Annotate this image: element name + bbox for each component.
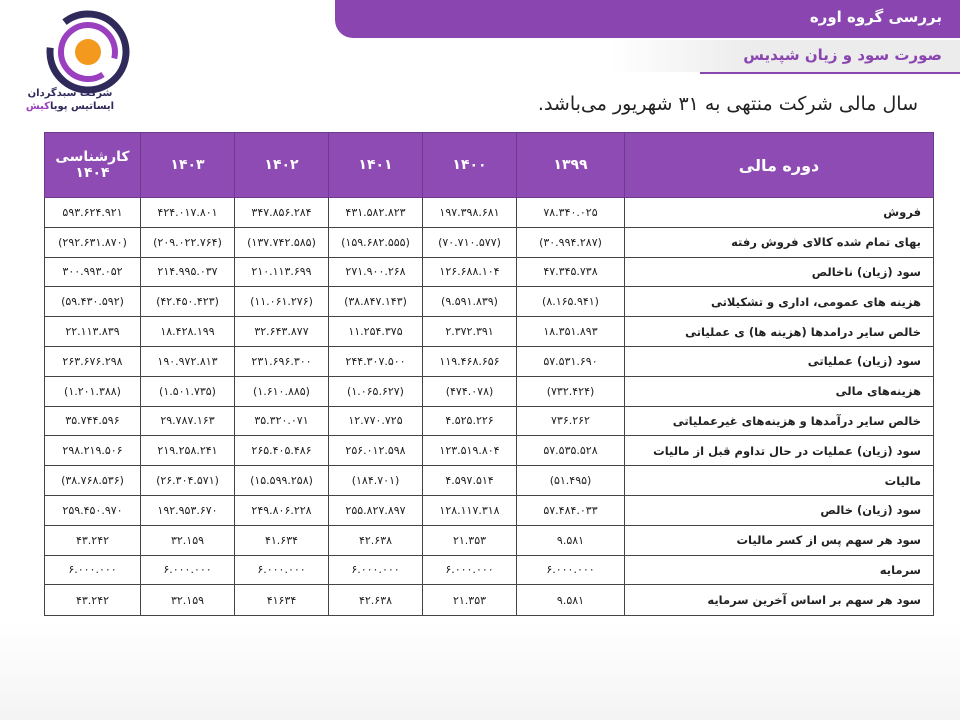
table-cell: ۲۴۹.۸۰۶.۲۲۸ bbox=[235, 495, 329, 525]
table-cell: (۹.۵۹۱.۸۳۹) bbox=[423, 287, 517, 317]
table-cell: ۵۷.۵۳۵.۵۲۸ bbox=[517, 436, 625, 466]
table-cell: ۴۷.۳۴۵.۷۳۸ bbox=[517, 257, 625, 287]
table-cell: (۵۹.۴۳۰.۵۹۲) bbox=[45, 287, 141, 317]
table-cell: ۲۵۶.۰۱۲.۵۹۸ bbox=[329, 436, 423, 466]
table-cell: (۷۳۲.۴۲۴) bbox=[517, 376, 625, 406]
row-label: سود (زیان) خالص bbox=[625, 495, 934, 525]
row-label: هزینه‌های مالی bbox=[625, 376, 934, 406]
table-cell: ۲۴۴.۳۰۷.۵۰۰ bbox=[329, 346, 423, 376]
table-cell: ۶.۰۰۰.۰۰۰ bbox=[329, 555, 423, 585]
table-cell: ۷۸.۳۴۰.۰۲۵ bbox=[517, 198, 625, 228]
table-cell: (۷۰.۷۱۰.۵۷۷) bbox=[423, 227, 517, 257]
table-cell: (۱۵.۵۹۹.۲۵۸) bbox=[235, 466, 329, 496]
table-cell: (۱۱.۰۶۱.۲۷۶) bbox=[235, 287, 329, 317]
table-cell: ۲۵۵.۸۲۷.۸۹۷ bbox=[329, 495, 423, 525]
group-title: بررسی گروه اوره bbox=[809, 8, 942, 26]
table-cell: ۱۲۶.۶۸۸.۱۰۴ bbox=[423, 257, 517, 287]
income-statement-table bbox=[44, 132, 934, 616]
table-cell: ۲۲.۱۱۳.۸۳۹ bbox=[45, 317, 141, 347]
logo-company-line2 bbox=[10, 101, 130, 112]
table-cell: (۱.۰۶۵.۶۲۷) bbox=[329, 376, 423, 406]
table-cell: (۲۶.۳۰۴.۵۷۱) bbox=[141, 466, 235, 496]
table-cell: ۱۸.۴۲۸.۱۹۹ bbox=[141, 317, 235, 347]
table-cell: (۳۰.۹۹۴.۲۸۷) bbox=[517, 227, 625, 257]
table-row bbox=[45, 346, 934, 376]
row-label: مالیات bbox=[625, 466, 934, 496]
logo-company-line1: شرکت سبدگردان bbox=[27, 88, 113, 99]
column-header: ۱۳۹۹ bbox=[517, 133, 625, 198]
table-row bbox=[45, 495, 934, 525]
table-cell: ۵۹۳.۶۲۴.۹۲۱ bbox=[45, 198, 141, 228]
table-cell: ۲۵۹.۴۵۰.۹۷۰ bbox=[45, 495, 141, 525]
table-cell: ۳۲.۱۵۹ bbox=[141, 585, 235, 616]
table-cell: ۲۳۱.۶۹۶.۳۰۰ bbox=[235, 346, 329, 376]
column-header: ۱۴۰۳ bbox=[141, 133, 235, 198]
table-cell: ۲۹۸.۲۱۹.۵۰۶ bbox=[45, 436, 141, 466]
row-label: سود (زیان) عملیاتی bbox=[625, 346, 934, 376]
table-cell: ۴۲.۶۳۸ bbox=[329, 585, 423, 616]
table-row bbox=[45, 376, 934, 406]
table-row bbox=[45, 525, 934, 555]
table-row bbox=[45, 406, 934, 436]
table-cell: (۱۸۴.۷۰۱) bbox=[329, 466, 423, 496]
table-cell: ۱۱۹.۴۶۸.۶۵۶ bbox=[423, 346, 517, 376]
table-cell: ۱۲۸.۱۱۷.۳۱۸ bbox=[423, 495, 517, 525]
column-header: کارشناسی ۱۴۰۴ bbox=[45, 133, 141, 198]
table-cell: ۴۱۶۳۴ bbox=[235, 585, 329, 616]
table-cell: ۲۶۳.۶۷۶.۲۹۸ bbox=[45, 346, 141, 376]
table-row bbox=[45, 555, 934, 585]
row-label: سود (زیان) عملیات در حال تداوم قبل از مالیات bbox=[625, 436, 934, 466]
table-cell: ۳۰۰.۹۹۳.۰۵۲ bbox=[45, 257, 141, 287]
table-cell: (۴۷۴.۰۷۸) bbox=[423, 376, 517, 406]
table-cell: (۲۰۹.۰۲۲.۷۶۴) bbox=[141, 227, 235, 257]
table-cell: ۲۱۹.۲۵۸.۲۴۱ bbox=[141, 436, 235, 466]
table-cell: (۳۸.۸۴۷.۱۴۳) bbox=[329, 287, 423, 317]
table-cell: ۲۱.۳۵۳ bbox=[423, 585, 517, 616]
table-cell: ۴.۵۹۷.۵۱۴ bbox=[423, 466, 517, 496]
table-cell: (۱.۲۰۱.۳۸۸) bbox=[45, 376, 141, 406]
column-header: ۱۴۰۰ bbox=[423, 133, 517, 198]
table-row bbox=[45, 198, 934, 228]
table-cell: ۱۱.۲۵۴.۳۷۵ bbox=[329, 317, 423, 347]
table-cell: ۳۲.۶۴۳.۸۷۷ bbox=[235, 317, 329, 347]
table-cell: (۵۱.۴۹۵) bbox=[517, 466, 625, 496]
table-cell: ۵۷.۴۸۴.۰۳۳ bbox=[517, 495, 625, 525]
table-cell: ۳۵.۳۲۰.۰۷۱ bbox=[235, 406, 329, 436]
table-cell: (۱۳۷.۷۴۲.۵۸۵) bbox=[235, 227, 329, 257]
table-cell: (۳۸.۷۶۸.۵۳۶) bbox=[45, 466, 141, 496]
table-cell: ۴۱.۶۳۴ bbox=[235, 525, 329, 555]
table-row bbox=[45, 287, 934, 317]
table-cell: ۶.۰۰۰.۰۰۰ bbox=[517, 555, 625, 585]
section-bar-fade bbox=[610, 40, 750, 72]
table-cell: ۵۷.۵۳۱.۶۹۰ bbox=[517, 346, 625, 376]
table-cell: ۴۲.۶۳۸ bbox=[329, 525, 423, 555]
column-header: ۱۴۰۱ bbox=[329, 133, 423, 198]
table-row bbox=[45, 436, 934, 466]
row-label: سود هر سهم بر اساس آخرین سرمایه bbox=[625, 585, 934, 616]
table-cell: ۱۹۷.۳۹۸.۶۸۱ bbox=[423, 198, 517, 228]
table-cell: ۴.۵۲۵.۲۲۶ bbox=[423, 406, 517, 436]
table-cell: ۲۱۴.۹۹۵.۰۳۷ bbox=[141, 257, 235, 287]
section-title-bar bbox=[743, 40, 960, 72]
row-label: سود هر سهم پس از کسر مالیات bbox=[625, 525, 934, 555]
table-cell: ۴۳۱.۵۸۲.۸۲۳ bbox=[329, 198, 423, 228]
table-cell: ۱۲۳.۵۱۹.۸۰۴ bbox=[423, 436, 517, 466]
table-cell: ۶.۰۰۰.۰۰۰ bbox=[141, 555, 235, 585]
table-cell: ۲۶۵.۴۰۵.۴۸۶ bbox=[235, 436, 329, 466]
table-cell: ۹.۵۸۱ bbox=[517, 525, 625, 555]
table-cell: ۲۱۰.۱۱۳.۶۹۹ bbox=[235, 257, 329, 287]
table-cell: ۴۳.۲۴۲ bbox=[45, 585, 141, 616]
table-cell: ۲۹.۷۸۷.۱۶۳ bbox=[141, 406, 235, 436]
fiscal-year-note: سال مالی شرکت منتهی به ۳۱ شهریور می‌باشد. bbox=[537, 93, 918, 115]
row-label: بهای تمام شده کالای فروش رفته bbox=[625, 227, 934, 257]
table-cell: ۶.۰۰۰.۰۰۰ bbox=[423, 555, 517, 585]
table-cell: ۱۸.۳۵۱.۸۹۳ bbox=[517, 317, 625, 347]
table-cell: ۶.۰۰۰.۰۰۰ bbox=[235, 555, 329, 585]
table-cell: ۳۵.۷۴۴.۵۹۶ bbox=[45, 406, 141, 436]
table-cell: ۴۳.۲۴۲ bbox=[45, 525, 141, 555]
section-underline bbox=[700, 72, 960, 74]
row-label: فروش bbox=[625, 198, 934, 228]
row-label: سرمایه bbox=[625, 555, 934, 585]
background-decoration bbox=[0, 620, 960, 720]
column-header-period: دوره مالی bbox=[625, 133, 934, 198]
section-title: صورت سود و زیان شپدیس bbox=[743, 46, 942, 64]
table-cell: ۱۲.۷۷۰.۷۲۵ bbox=[329, 406, 423, 436]
table-row bbox=[45, 257, 934, 287]
table-cell: ۴۲۴.۰۱۷.۸۰۱ bbox=[141, 198, 235, 228]
table-cell: (۱۵۹.۶۸۲.۵۵۵) bbox=[329, 227, 423, 257]
table-cell: (۴۲.۴۵۰.۴۲۳) bbox=[141, 287, 235, 317]
table-row bbox=[45, 466, 934, 496]
logo-company-accent: کیش bbox=[25, 101, 50, 112]
row-label: خالص سایر درآمدها و هزینه‌های غیرعملیاتی bbox=[625, 406, 934, 436]
table-cell: ۱۹۲.۹۵۳.۶۷۰ bbox=[141, 495, 235, 525]
column-header: ۱۴۰۲ bbox=[235, 133, 329, 198]
table-cell: ۳۲.۱۵۹ bbox=[141, 525, 235, 555]
table-cell: ۹.۵۸۱ bbox=[517, 585, 625, 616]
table-cell: (۱.۶۱۰.۸۸۵) bbox=[235, 376, 329, 406]
table-row bbox=[45, 585, 934, 616]
logo-company-name: ایساتیس پویا bbox=[49, 101, 115, 112]
table-header-row bbox=[45, 133, 934, 198]
table-cell: ۳۴۷.۸۵۶.۲۸۴ bbox=[235, 198, 329, 228]
table-row bbox=[45, 227, 934, 257]
table-cell: ۲.۳۷۲.۳۹۱ bbox=[423, 317, 517, 347]
table-cell: ۷۳۶.۲۶۲ bbox=[517, 406, 625, 436]
table-cell: ۱۹۰.۹۷۲.۸۱۳ bbox=[141, 346, 235, 376]
logo-mark-icon bbox=[38, 8, 138, 96]
table-cell: ۲۱.۳۵۳ bbox=[423, 525, 517, 555]
table-cell: ۶.۰۰۰.۰۰۰ bbox=[45, 555, 141, 585]
table-cell: (۸.۱۶۵.۹۴۱) bbox=[517, 287, 625, 317]
row-label: هزینه های عمومی، اداری و تشکیلاتی bbox=[625, 287, 934, 317]
table-row bbox=[45, 317, 934, 347]
table-cell: ۲۷۱.۹۰۰.۲۶۸ bbox=[329, 257, 423, 287]
table-cell: (۲۹۲.۶۳۱.۸۷۰) bbox=[45, 227, 141, 257]
row-label: سود (زیان) ناخالص bbox=[625, 257, 934, 287]
group-title-bar bbox=[335, 0, 960, 38]
table-cell: (۱.۵۰۱.۷۳۵) bbox=[141, 376, 235, 406]
row-label: خالص سایر درامدها (هزینه ها) ی عملیاتی bbox=[625, 317, 934, 347]
